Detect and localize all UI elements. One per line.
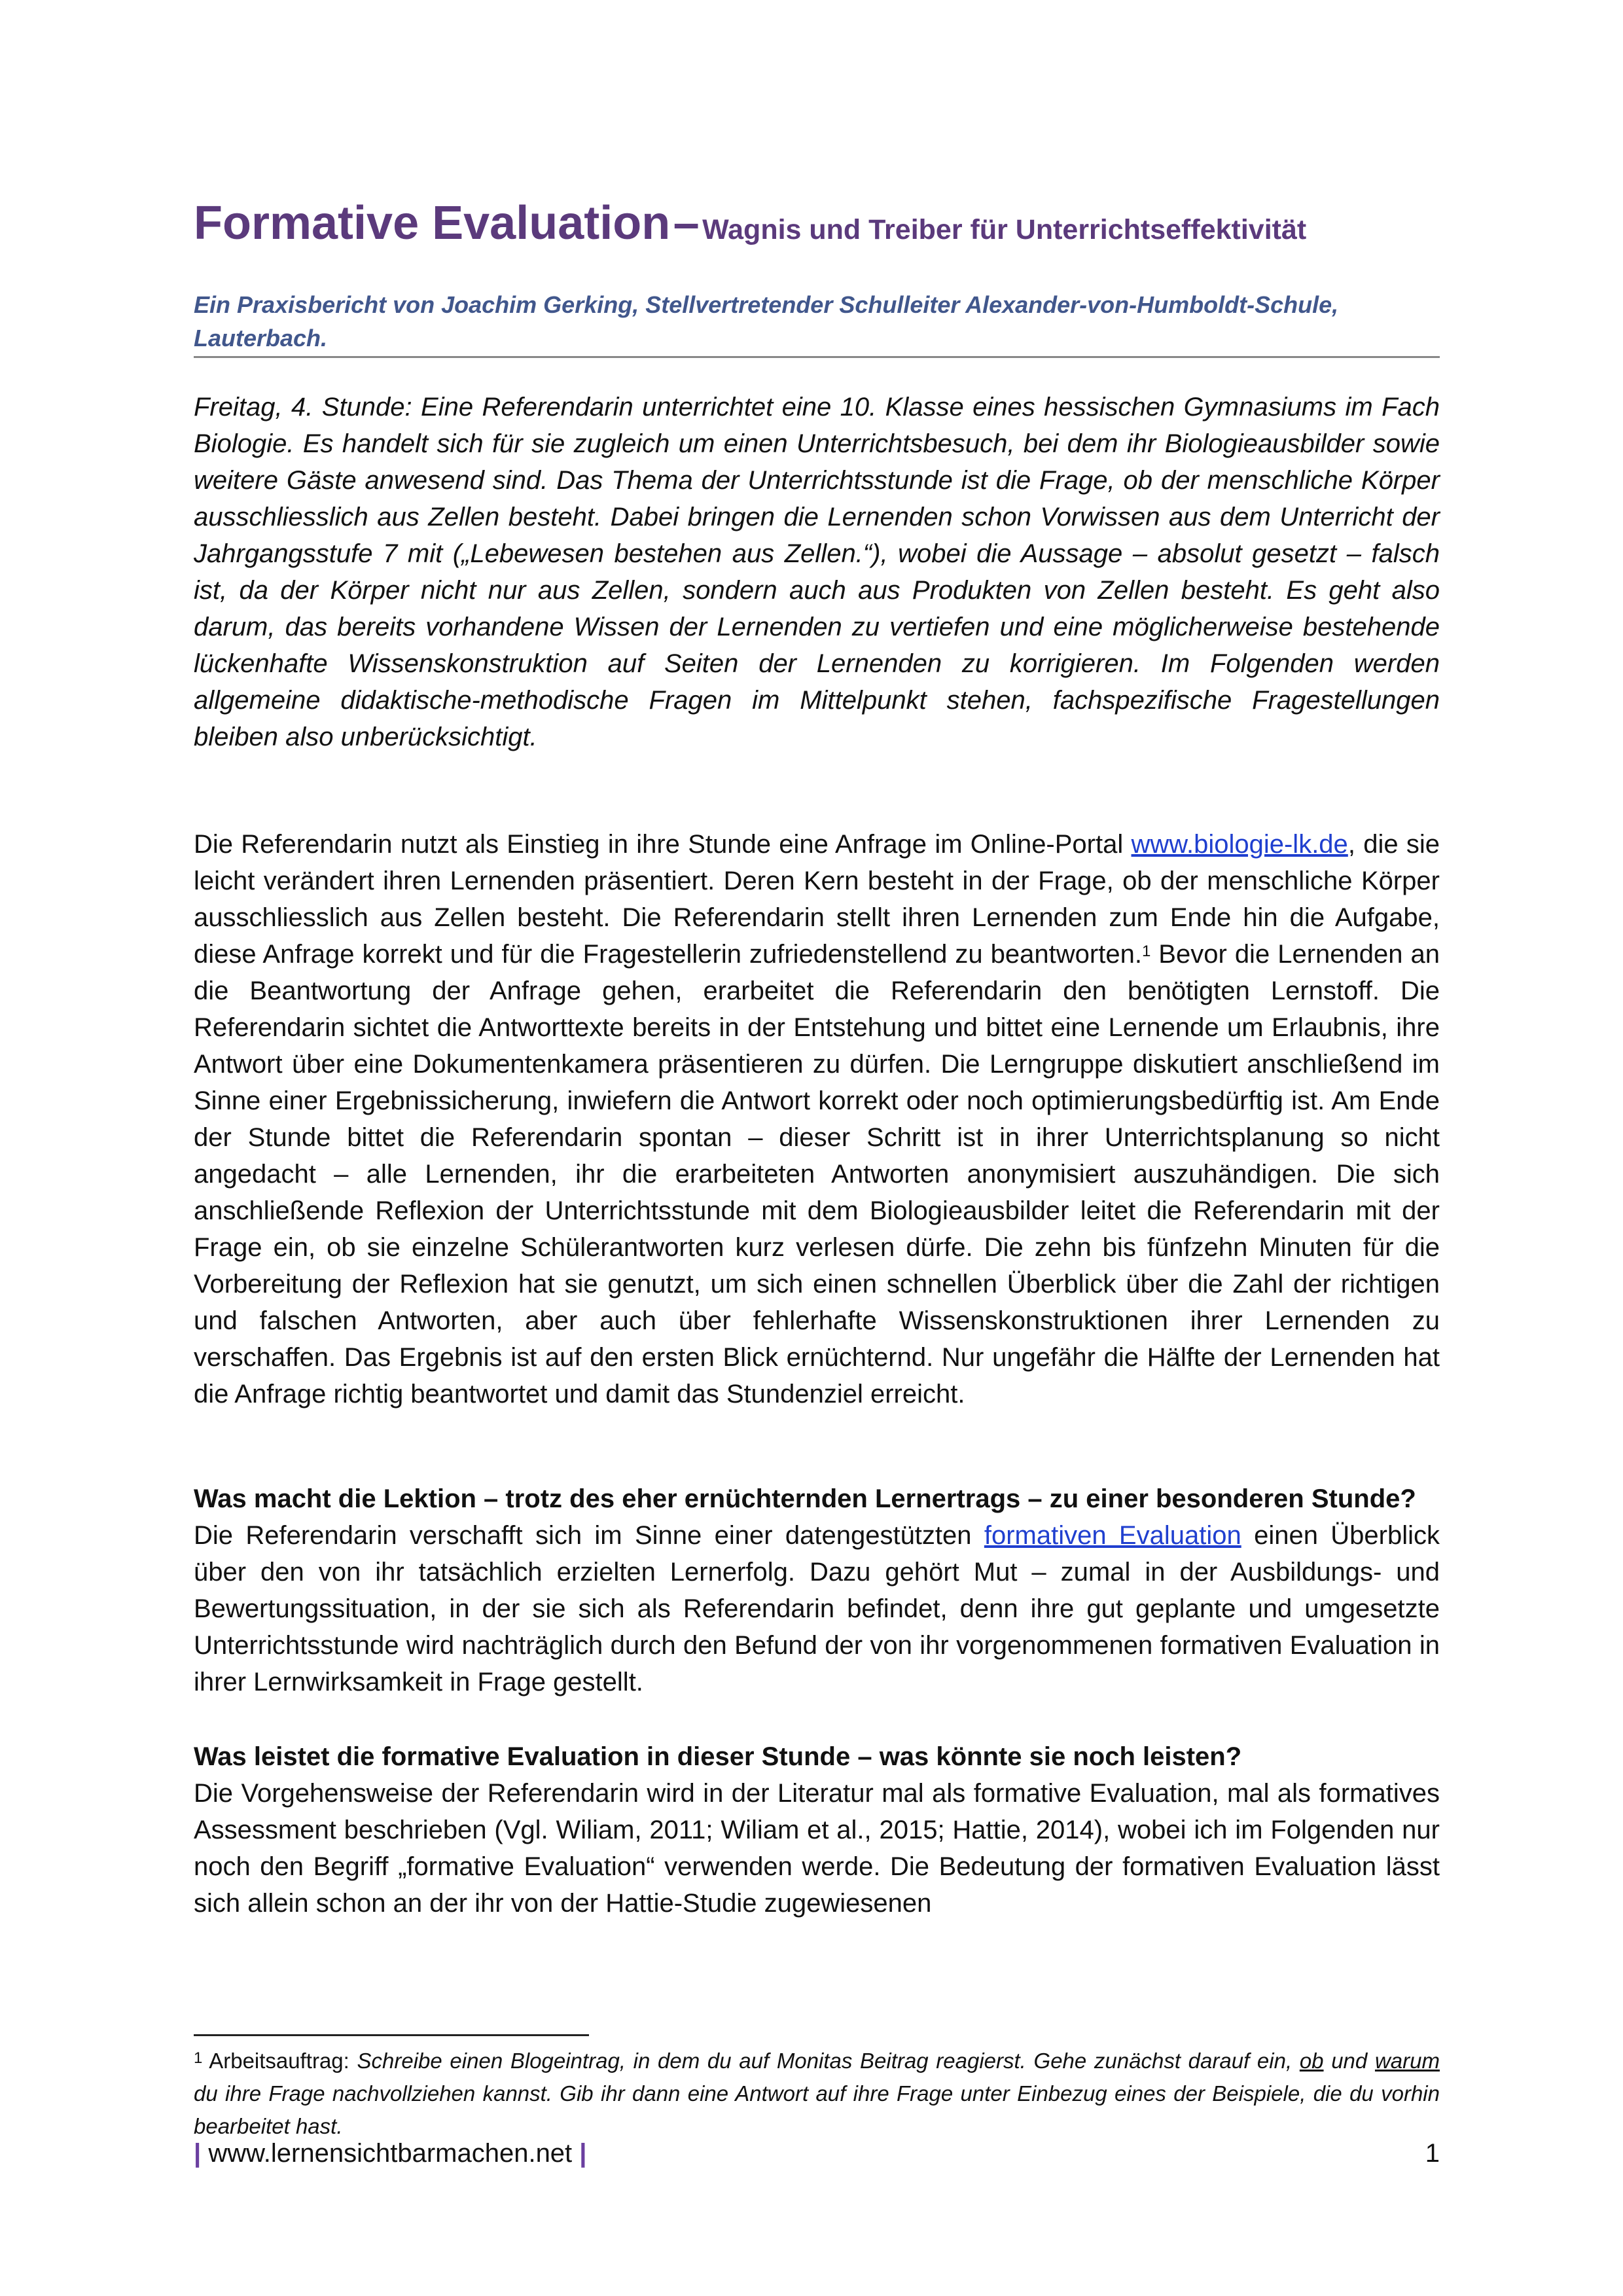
footer-url[interactable]: www.lernensichtbarmachen.net [208, 2139, 573, 2168]
footnote-task-start: Schreibe einen Blogeintrag, in dem du auf Monitas Beitrag reagierst. Gehe zunächst darauf ein, [357, 2049, 1300, 2073]
section1-text-rest: einen Überblick über den von ihr tatsächlich erzielten Lernerfolg. Dazu gehört Mut – zumal in der Ausbildungs- und Bewertungssituation, in der sie sich als Referendarin befindet, denn ihre gut geplante und umgesetzte Unterrichtsstunde wird nachträglich durch den Befund der von ihr vorgenommenen formativen Evaluation in ihrer Lernwirksamkeit in Frage gestellt. [194, 1521, 1440, 1696]
title-main: Formative Evaluation [194, 197, 671, 249]
section1-paragraph [194, 1517, 1440, 1700]
footer-bar-right: | [579, 2139, 587, 2168]
footnote-number: 1 [194, 2049, 203, 2067]
biologie-lk-link[interactable]: www.biologie-lk.de [1131, 830, 1348, 859]
footnote-task-end: du ihre Frage nachvollziehen kannst. Gib ihr dann eine Antwort auf ihre Frage unter Einbezug eines der Beispiele, die du vorhin bearbeitet hast. [194, 2081, 1440, 2138]
page-title [194, 196, 1440, 250]
footnote-ref[interactable]: 1 [1141, 942, 1151, 960]
section1-heading: Was macht die Lektion – trotz des eher ernüchternden Lernertrags – zu einer besonderen Stunde? [194, 1484, 1416, 1513]
para1-text-start: Die Referendarin nutzt als Einstieg in ihre Stunde eine Anfrage im Online-Portal [194, 830, 1132, 859]
footnote-ob: ob [1299, 2049, 1324, 2073]
formative-evaluation-link[interactable]: formativen Evaluation [984, 1521, 1241, 1550]
title-dash: – [673, 197, 700, 249]
section2-heading: Was leistet die formative Evaluation in dieser Stunde – was könnte sie noch leisten? [194, 1742, 1242, 1771]
footnote-und: und [1323, 2049, 1375, 2073]
footnote-label: Arbeitsauftrag: [202, 2049, 357, 2073]
footnote [194, 2045, 1440, 2143]
page-footer [194, 2135, 1440, 2172]
footer-bar-left: | [194, 2139, 202, 2168]
byline: Ein Praxisbericht von Joachim Gerking, Stellvertretender Schulleiter Alexander-von-Humboldt-Schule, Lauterbach. [194, 291, 1339, 351]
para1-text-rest: Bevor die Lernenden an die Beantwortung der Anfrage gehen, erarbeitet die Referendarin den benötigten Lernstoff. Die Referendarin sichtet die Antworttexte bereits in der Entstehung und bittet eine Lernende um Erlaubnis, ihre Antwort über eine Dokumentenkamera präsentieren zu dürfen. Die Lerngruppe diskutiert anschließend im Sinne einer Ergebnissicherung, inwiefern die Antwort korrekt oder noch optimierungsbedürftig ist. Am Ende der Stunde bittet die Referendarin spontan – dieser Schritt ist in ihrer Unterrichtsplanung so nicht angedacht – alle Lernenden, ihr die erarbeiteten Antworten anonymisiert auszuhändigen. Die sich anschließende Reflexion der Unterrichtsstunde mit dem Biologieausbilder leitet die Referendarin mit der Frage ein, ob sie einzelne Schülerantworten kurz verlesen dürfe. Die zehn bis fünfzehn Minuten für die Vorbereitung der Reflexion hat sie genutzt, um sich einen schnellen Überblick über die Zahl der richtigen und falschen Antworten, aber auch über fehlerhafte Wissenskonstruktionen ihrer Lernenden zu verschaffen. Das Ergebnis ist auf den ersten Blick ernüchternd. Nur ungefähr die Hälfte der Lernenden hat die Anfrage richtig beantwortet und damit das Stundenziel erreicht. [194, 940, 1440, 1408]
para1-text-mid: , die sie leicht verändert ihren Lernenden präsentiert. Deren Kern besteht in der Frage, ob der menschliche Körper ausschliesslich aus Zellen besteht. Die Referendarin stellt ihren Lernenden zum Ende hin die Aufgabe, diese Anfrage korrekt und für die Fragestellerin zufriedenstellend zu beantworten. [194, 830, 1440, 969]
footnote-divider [194, 2034, 589, 2036]
title-subtitle: Wagnis und Treiber für Unterrichtseffektivität [702, 214, 1307, 245]
footnote-warum: warum [1374, 2049, 1440, 2073]
page-number: 1 [1425, 2139, 1440, 2168]
section1-text-start: Die Referendarin verschafft sich im Sinne einer datengestützten [194, 1521, 984, 1550]
title-divider [194, 356, 1440, 358]
intro-paragraph: Freitag, 4. Stunde: Eine Referendarin unterrichtet eine 10. Klasse eines hessischen Gymnasiums im Fach Biologie. Es handelt sich für sie zugleich um einen Unterrichtsbesuch, bei dem ihr Biologieausbilder sowie weitere Gäste anwesend sind. Das Thema der Unterrichtsstunde ist die Frage, ob der menschliche Körper ausschliesslich aus Zellen besteht. Dabei bringen die Lernenden schon Vorwissen aus dem Unterricht der Jahrgangsstufe 7 mit („Lebewesen bestehen aus Zellen.“), wobei die Aussage – absolut gesetzt – falsch ist, da der Körper nicht nur aus Zellen, sondern auch aus Produkten von Zellen besteht. Es geht also darum, das bereits vorhandene Wissen der Lernenden zu vertiefen und eine möglicherweise bestehende lückenhafte Wissenskonstruktion auf Seiten der Lernenden zu korrigieren. Im Folgenden werden allgemeine didaktische-methodische Fragen im Mittelpunkt stehen, fachspezifische Fragestellungen bleiben also unberücksichtigt. [194, 393, 1440, 751]
section2-paragraph: Die Vorgehensweise der Referendarin wird in der Literatur mal als formative Evaluation, mal als formatives Assessment beschrieben (Vgl. Wiliam, 2011; Wiliam et al., 2015; Hattie, 2014), wobei ich im Folgenden nur noch den Begriff „formative Evaluation“ verwenden werde. Die Bedeutung der formativen Evaluation lässt sich allein schon an der ihr von der Hattie-Studie zugewiesenen [194, 1779, 1440, 1918]
body-paragraph-1 [194, 826, 1440, 1412]
